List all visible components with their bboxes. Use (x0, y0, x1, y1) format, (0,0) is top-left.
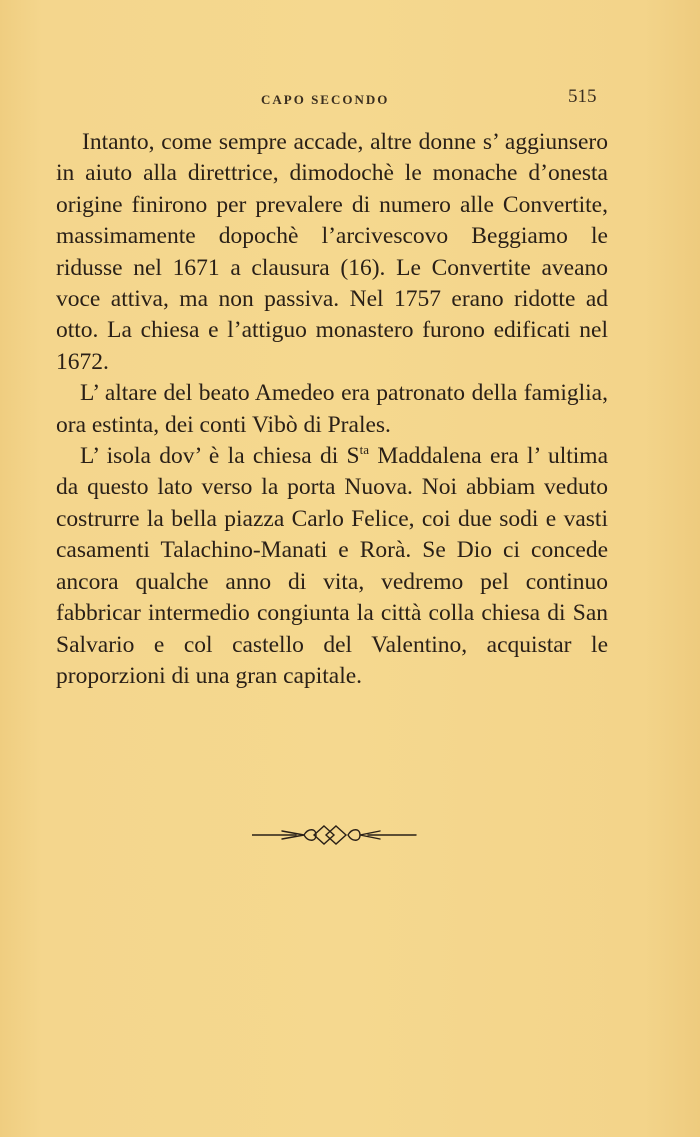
page-number: 515 (568, 86, 597, 107)
page-header (0, 86, 700, 110)
paragraph-1: Intanto, come sempre accade, altre donne s’ aggiunsero in aiuto alla direttrice, dimodochè le monache d’onesta origine finirono per prevalere di numero alle Convertite, massimamente dopochè l’arcivescovo Beggiamo le ridusse nel 1671 a clausura (16). Le Convertite aveano voce attiva, ma non passiva. Nel 1757 erano ridotte ad otto. La chiesa e l’attiguo monastero furono edificati nel 1672. (56, 129, 608, 375)
running-title: CAPO SECONDO (261, 92, 390, 107)
section-end-ornament-icon (252, 822, 418, 848)
saint-abbreviation-superscript: ta (359, 442, 370, 458)
body-text (56, 127, 608, 692)
paragraph-3-text-before: L’ isola dov’ è la chiesa di S (80, 443, 360, 470)
paragraph-3-text-after: Maddalena era l’ ultima da questo lato verso la porta Nuova. Noi abbiam veduto costrurre la bella piazza Carlo Felice, coi due sodi e vasti casamenti Talachino-Manati e Rorà. Se Dio ci concede ancora qualche anno di vita, vedremo pel continuo fabbricar intermedio congiunta la città colla chiesa di San Salvario e col castello del Valentino, acquistar le proporzioni di una gran capitale. (56, 443, 608, 689)
paragraph-2: L’ altare del beato Amedeo era patronato della famiglia, ora estinta, dei conti Vibò di Prales. (56, 380, 608, 438)
paragraph-3 (56, 441, 608, 692)
